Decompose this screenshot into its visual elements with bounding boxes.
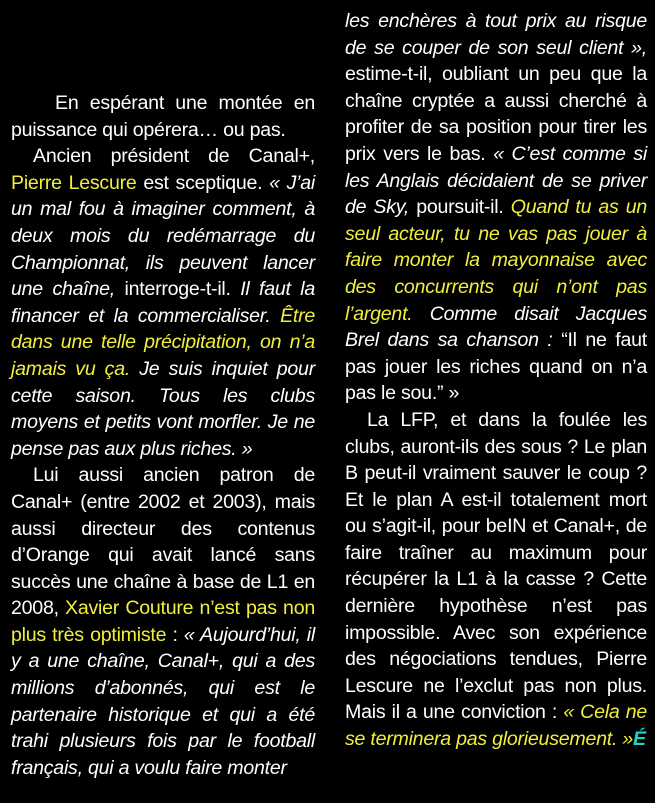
highlighted-quote: Quand tu as un seul acteur, tu ne vas pas jouer à faire monter la mayonnaise avec des concurrents qui n’ont pas l’argent. xyxy=(345,196,647,325)
highlighted-text: Xavier Couture n’est pas non plus très optimiste xyxy=(11,597,315,646)
quote-text: « J’ai un mal fou à imaginer comment, à deux mois du redémarrage du Championnat, ils peuvent lancer une chaîne, xyxy=(11,171,315,301)
paragraph xyxy=(11,143,315,462)
paragraph-text: estime-t-il, oubliant un peu que la chaîne cryptée a aussi cherché à profiter de sa position pour tirer les prix vers le bas. xyxy=(345,63,647,165)
quote-text: Je suis inquiet pour cette saison. Tous les clubs moyens et petits vont morfler. Je ne pense pas aux plus riches. » xyxy=(11,357,315,460)
paragraph xyxy=(11,462,315,781)
quote-text: « C’est comme si les Anglais décidaient de se priver de Sky, xyxy=(345,142,647,219)
paragraph xyxy=(345,407,647,753)
paragraph-text: La LFP, et dans la foulée les clubs, auront-ils des sous ? Le plan B peut-il vraiment sauver le coup ? Et le plan A est-il totalement mort ou s’agit-il, pour beIN et Canal+, de faire traîner au maximum pour récupérer la L1 à la casse ? Cette dernière hypothèse n’est pas impossible. Avec son expérience des négociations tendues, Pierre Lescure ne l’exclut pas non plus. Mais il a une conviction : xyxy=(345,408,647,724)
quote-text: « Aujourd’hui, il y a une chaîne, Canal+, qui a des millions d’abonnés, qui est le partenaire historique et qui a été trahi plusieurs fois par le football français, qui a voulu faire monter xyxy=(11,623,315,779)
right-column xyxy=(345,0,647,753)
left-column xyxy=(11,0,315,781)
paragraph-text: Ancien président de Canal+, xyxy=(33,145,315,168)
quote-text: Comme disait Jacques Brel dans sa chanson : xyxy=(345,302,647,352)
paragraph-text: Lui aussi ancien patron de Canal+ (entre 2002 et 2003), mais aussi directeur des contenus d’Orange qui avait lancé sans succès une chaîne à base de L1 en 2008, xyxy=(11,464,315,620)
paragraph-text: poursuit-il. xyxy=(409,196,511,219)
highlighted-quote: « Cela ne se terminera pas glorieusement. » xyxy=(345,701,647,751)
paragraph-text: “Il ne faut pas jouer les riches quand on n’a pas le sou.” » xyxy=(345,329,647,405)
quote-text: les enchères à tout prix au risque de se couper de son seul client », xyxy=(345,10,647,59)
paragraph-text: est sceptique. xyxy=(136,171,270,194)
highlighted-name: Pierre Lescure xyxy=(11,171,137,194)
paragraph xyxy=(345,8,647,407)
paragraph-text: interroge-t-il. xyxy=(114,278,241,301)
quote-text: Il faut la financer et la commercialiser. xyxy=(11,278,315,327)
article-end-mark: É xyxy=(632,728,646,751)
paragraph xyxy=(11,90,315,143)
paragraph-text: : xyxy=(166,623,184,646)
paragraph-text: En espérant une montée en puissance qui opérera… ou pas. xyxy=(11,92,315,141)
highlighted-quote: Être dans une telle précipitation, on n’a jamais vu ça. xyxy=(11,304,315,380)
